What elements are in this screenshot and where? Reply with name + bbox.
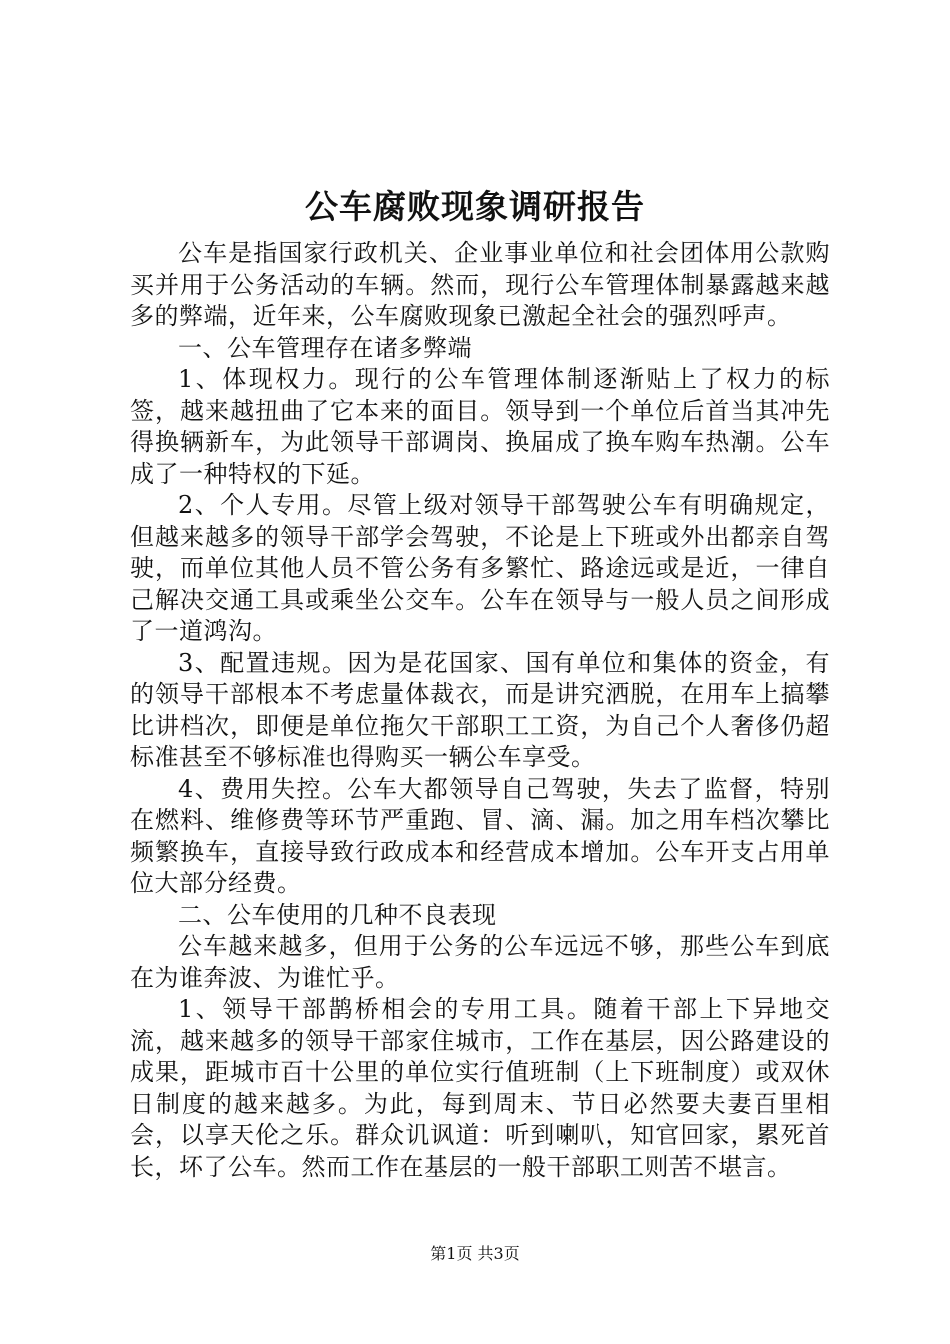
section-heading-1: 一、公车管理存在诸多弊端 xyxy=(178,333,472,362)
page-footer: 第1页 共3页 xyxy=(430,1244,520,1263)
document-body xyxy=(130,238,830,1183)
section-2-intro: 公车越来越多，但用于公务的公车远远不够，那些公车到底在为谁奔波、为谁忙乎。 xyxy=(130,932,830,992)
paragraph-1-4: 4、费用失控。公车大都领导自己驾驶，失去了监督，特别在燃料、维修费等环节严重跑、冒、滴、漏。加之用车档次攀比频繁换车，直接导致行政成本和经营成本增加。公车开支占用单位大部分经费。 xyxy=(130,774,830,897)
paragraph-1-3: 3、配置违规。因为是花国家、国有单位和集体的资金，有的领导干部根本不考虑量体裁衣，而是讲究洒脱，在用车上搞攀比讲档次，即便是单位拖欠干部职工工资，为自己个人奢侈仍超标准甚至不够标准也得购买一辆公车享受。 xyxy=(130,648,830,771)
paragraph-1-2: 2、个人专用。尽管上级对领导干部驾驶公车有明确规定，但越来越多的领导干部学会驾驶，不论是上下班或外出都亲自驾驶，而单位其他人员不管公务有多繁忙、路途远或是近，一律自己解决交通工具或乘坐公交车。公车在领导与一般人员之间形成了一道鸿沟。 xyxy=(130,491,830,645)
intro-paragraph: 公车是指国家行政机关、企业事业单位和社会团体用公款购买并用于公务活动的车辆。然而，现行公车管理体制暴露越来越多的弊端，近年来，公车腐败现象已激起全社会的强烈呼声。 xyxy=(130,239,830,330)
paragraph-2-1: 1、领导干部鹊桥相会的专用工具。随着干部上下异地交流，越来越多的领导干部家住城市，工作在基层，因公路建设的成果，距城市百十公里的单位实行值班制（上下班制度）或双休日制度的越来越多。为此，每到周末、节日必然要夫妻百里相会，以享天伦之乐。群众讥讽道：听到喇叭，知官回家，累死首长，坏了公车。然而工作在基层的一般干部职工则苦不堪言。 xyxy=(130,995,830,1181)
section-heading-2: 二、公车使用的几种不良表现 xyxy=(178,900,497,929)
paragraph-1-1: 1、体现权力。现行的公车管理体制逐渐贴上了权力的标签，越来越扭曲了它本来的面目。领导到一个单位后首当其冲先得换辆新车，为此领导干部调岗、换届成了换车购车热潮。公车成了一种特权的下延。 xyxy=(130,365,830,488)
document-title: 公车腐败现象调研报告 xyxy=(305,187,645,226)
